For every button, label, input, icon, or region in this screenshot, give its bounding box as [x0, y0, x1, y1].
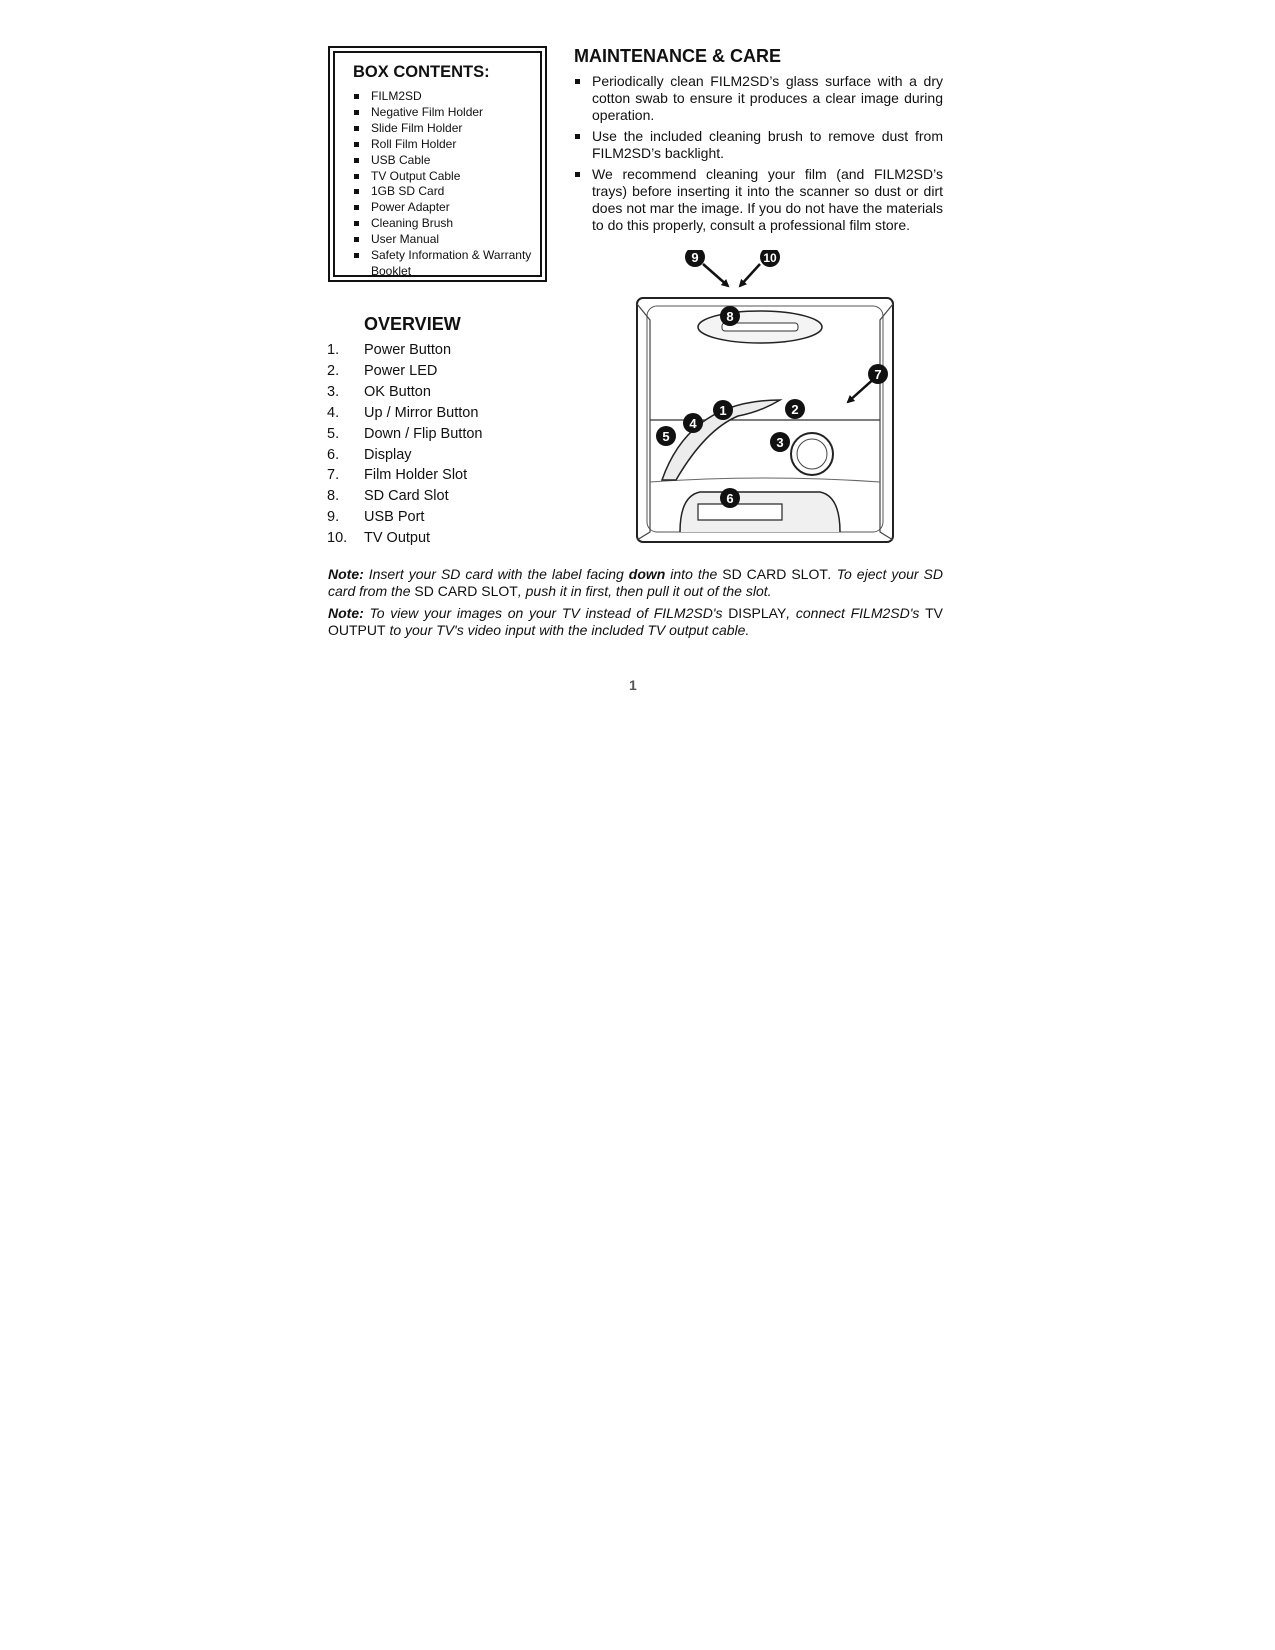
box-contents-inner [333, 51, 542, 277]
list-item: FILM2SD [353, 89, 532, 105]
item-label: SD Card Slot [364, 488, 449, 505]
list-item: 1GB SD Card [353, 184, 532, 200]
maintenance-list [574, 73, 943, 234]
note-paragraph [328, 605, 943, 639]
item-label: USB Port [364, 509, 425, 526]
list-item: Periodically clean FILM2SD’s glass surface with a dry cotton swab to ensure it produces a clear image during operation. [574, 73, 943, 124]
item-number: 3. [327, 383, 340, 400]
item-label: Film Holder Slot [364, 467, 468, 484]
scanner-diagram [620, 250, 940, 550]
list-item: Power Adapter [353, 200, 532, 216]
item-label: Up / Mirror Button [364, 404, 479, 421]
maintenance-title: MAINTENANCE & CARE [574, 46, 781, 66]
item-number: 4. [327, 404, 340, 421]
callout-10-label: 10 [763, 251, 777, 265]
item-number: 7. [327, 467, 340, 484]
note-text: . To eject your SD card from the [328, 566, 943, 599]
list-item [327, 403, 482, 424]
sd-card-slot [698, 311, 822, 343]
box-contents-title: BOX CONTENTS: [353, 63, 490, 81]
item-label: Power LED [364, 362, 438, 379]
note-label: Note: [328, 566, 364, 582]
note-text: , push it in first, then pull it out of the slot. [517, 583, 772, 599]
item-number: 5. [327, 425, 340, 442]
item-number: 6. [327, 446, 340, 463]
item-number: 1. [327, 342, 340, 358]
overview-list [327, 340, 482, 549]
callout-9-label: 9 [691, 250, 699, 265]
item-label: Display [364, 446, 412, 463]
list-item: Use the included cleaning brush to remove dust from FILM2SD’s backlight. [574, 128, 943, 162]
callout-2-label: 2 [791, 402, 799, 417]
item-label: TV Output [364, 530, 431, 547]
overview-title: OVERVIEW [364, 314, 461, 334]
list-item [327, 382, 482, 403]
list-item [327, 361, 482, 382]
list-item [327, 528, 482, 549]
item-number: 8. [327, 488, 340, 505]
list-item: USB Cable [353, 153, 532, 169]
note-term: TV OUTPUT [328, 605, 943, 638]
box-contents-list [353, 89, 532, 280]
item-label: OK Button [364, 383, 431, 400]
callout-5-label: 5 [662, 429, 670, 444]
notes-section [328, 566, 943, 644]
note-emphasis: down [628, 566, 666, 582]
note-text: To view your images on your TV instead of FILM2SD's [363, 605, 729, 621]
list-item [327, 340, 482, 361]
list-item: Negative Film Holder [353, 105, 532, 121]
maintenance-section [574, 46, 943, 238]
item-number: 2. [327, 362, 340, 379]
note-text: Insert your SD card with the label facing [363, 566, 629, 582]
item-label: Down / Flip Button [364, 425, 483, 442]
list-item [327, 507, 482, 528]
list-item: Cleaning Brush [353, 216, 532, 232]
list-item: Slide Film Holder [353, 121, 532, 137]
list-item: We recommend cleaning your film (and FILM2SD’s trays) before inserting it into the scanner so dust or dirt does not mar the image. If you do not have the materials to do this properly, consult a professional film store. [574, 166, 943, 234]
note-text: , connect FILM2SD's [786, 605, 926, 621]
list-item: Safety Information & Warranty Booklet [353, 248, 532, 280]
display-window [680, 492, 840, 532]
page-number: 1 [629, 677, 637, 693]
note-term: DISPLAY [728, 605, 787, 621]
note-term: SD CARD SLOT [414, 583, 518, 599]
callout-arrow [740, 264, 760, 286]
callout-6-label: 6 [726, 491, 734, 506]
item-number: 10. [327, 530, 348, 547]
list-item [327, 445, 482, 466]
note-text: to your TV's video input with the included TV output cable. [385, 622, 750, 638]
list-item [327, 465, 482, 486]
item-label: Power Button [364, 342, 452, 358]
note-label: Note: [328, 605, 364, 621]
callout-8-label: 8 [726, 309, 734, 324]
note-paragraph [328, 566, 943, 600]
list-item: Roll Film Holder [353, 137, 532, 153]
note-text: into the [665, 566, 723, 582]
item-number: 9. [327, 509, 340, 526]
list-item [327, 424, 482, 445]
callout-arrow [703, 264, 728, 286]
list-item: User Manual [353, 232, 532, 248]
callout-4-label: 4 [689, 416, 697, 431]
box-contents-panel [328, 46, 547, 282]
callout-1-label: 1 [719, 403, 727, 418]
note-term: SD CARD SLOT [722, 566, 828, 582]
callout-3-label: 3 [776, 435, 784, 450]
list-item [327, 486, 482, 507]
list-item: TV Output Cable [353, 169, 532, 185]
callout-7-label: 7 [874, 367, 882, 382]
ok-button [791, 433, 833, 475]
